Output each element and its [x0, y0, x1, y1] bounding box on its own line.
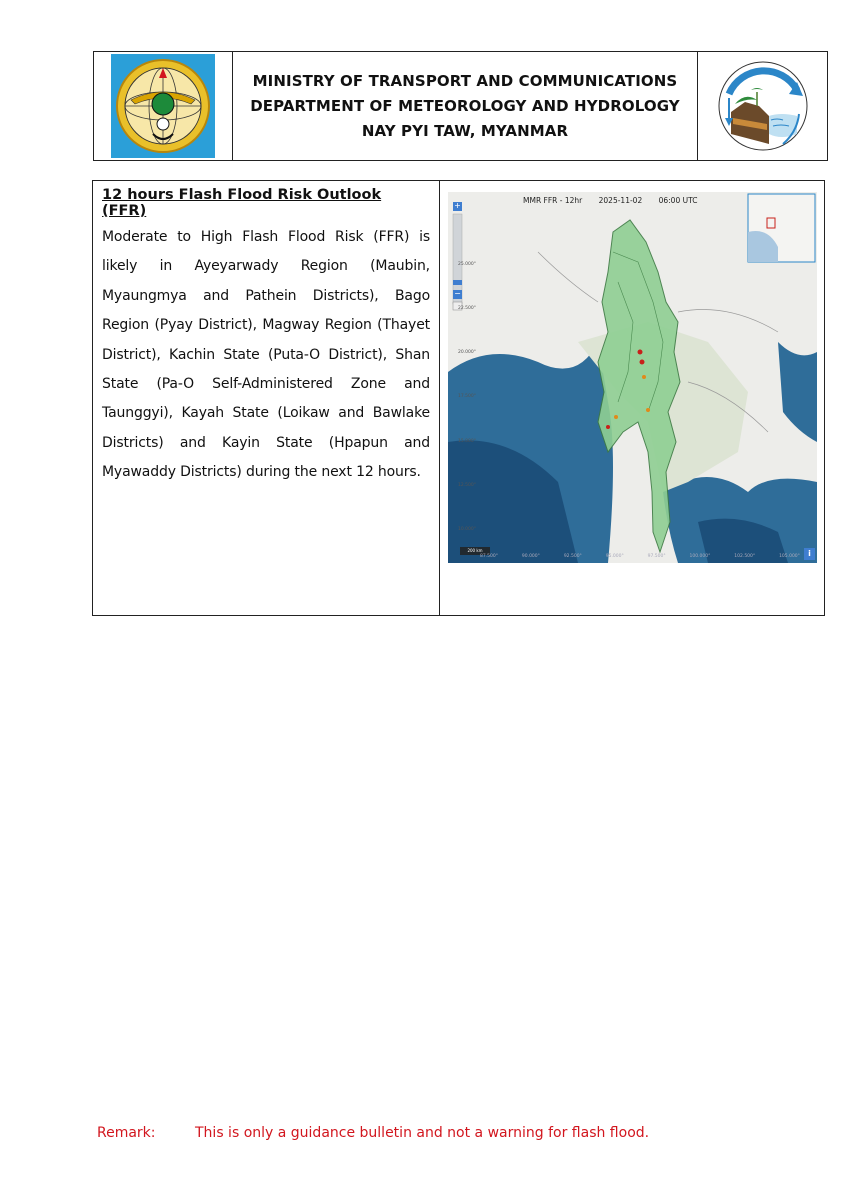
remark-label: Remark:: [97, 1125, 156, 1141]
lat-label: 15.000°: [458, 438, 476, 444]
zoom-in-button[interactable]: +: [454, 201, 461, 210]
map-time-label: 06:00 UTC: [658, 196, 698, 205]
map-scale-label: 200 km: [467, 548, 483, 553]
remark-text: This is only a guidance bulletin and not a warning for flash flood.: [195, 1125, 650, 1141]
outlook-table: [92, 180, 825, 616]
lat-label: 25.000°: [458, 262, 476, 267]
remark-note: [97, 1125, 649, 1141]
lat-label: 12.500°: [458, 482, 476, 488]
map-date-label: 2025-11-02: [598, 196, 643, 205]
map-info-button[interactable]: i: [808, 549, 811, 558]
lat-label: 20.000°: [458, 350, 476, 356]
latitude-labels: [458, 262, 488, 532]
ministry-logo-icon: [111, 54, 215, 158]
outlook-title: 12 hours Flash Flood Risk Outlook (FFR): [102, 187, 382, 219]
map-product-label: MMR FFR - 12hr: [523, 196, 583, 205]
lat-label: 22.500°: [458, 306, 476, 312]
dmh-logo-cell: [697, 52, 827, 160]
lon-label: 87.500°: [480, 554, 498, 559]
lon-label: 102.500°: [734, 554, 756, 559]
outlook-map-cell: [440, 181, 824, 615]
hydrology-cycle-logo-icon: [711, 54, 815, 158]
lon-label: 95.000°: [605, 554, 624, 559]
bulletin-header: [93, 51, 828, 161]
longitude-labels: [480, 554, 800, 559]
outlook-text-cell: [93, 181, 440, 615]
outlook-description: Moderate to High Flash Flood Risk (FFR) is likely in Ayeyarwady Region (Maubin, Myaungmya and Pathein Districts), Bago Region (Pyay District), Magway Region (Thayet District), Kachin State (Puta-O District), Shan State (Pa-O Self-Administered Zone and Taunggyi), Kayah State (Loikaw and Bawlake Districts) and Kayin State (Hpapun and Myawaddy Districts) during the next 12 hours.: [102, 229, 430, 481]
lon-label: 100.000°: [689, 554, 711, 559]
lon-label: 105.000°: [779, 554, 800, 559]
flash-flood-risk-map: [448, 192, 817, 563]
ministry-logo-cell: [94, 52, 233, 160]
map-canvas: [448, 192, 817, 563]
map-title: [523, 196, 711, 205]
zoom-out-button[interactable]: −: [454, 289, 461, 298]
lon-label: 92.500°: [563, 554, 582, 559]
header-titles: [233, 52, 697, 160]
department-name: DEPARTMENT OF METEOROLOGY AND HYDROLOGY: [250, 97, 680, 115]
lat-label: 17.500°: [458, 394, 476, 400]
location-name: NAY PYI TAW, MYANMAR: [361, 122, 569, 140]
lon-label: 90.000°: [521, 554, 540, 559]
ministry-name: MINISTRY OF TRANSPORT AND COMMUNICATIONS: [252, 72, 678, 90]
lat-label: 10.000°: [458, 526, 476, 532]
lon-label: 97.500°: [647, 554, 666, 559]
